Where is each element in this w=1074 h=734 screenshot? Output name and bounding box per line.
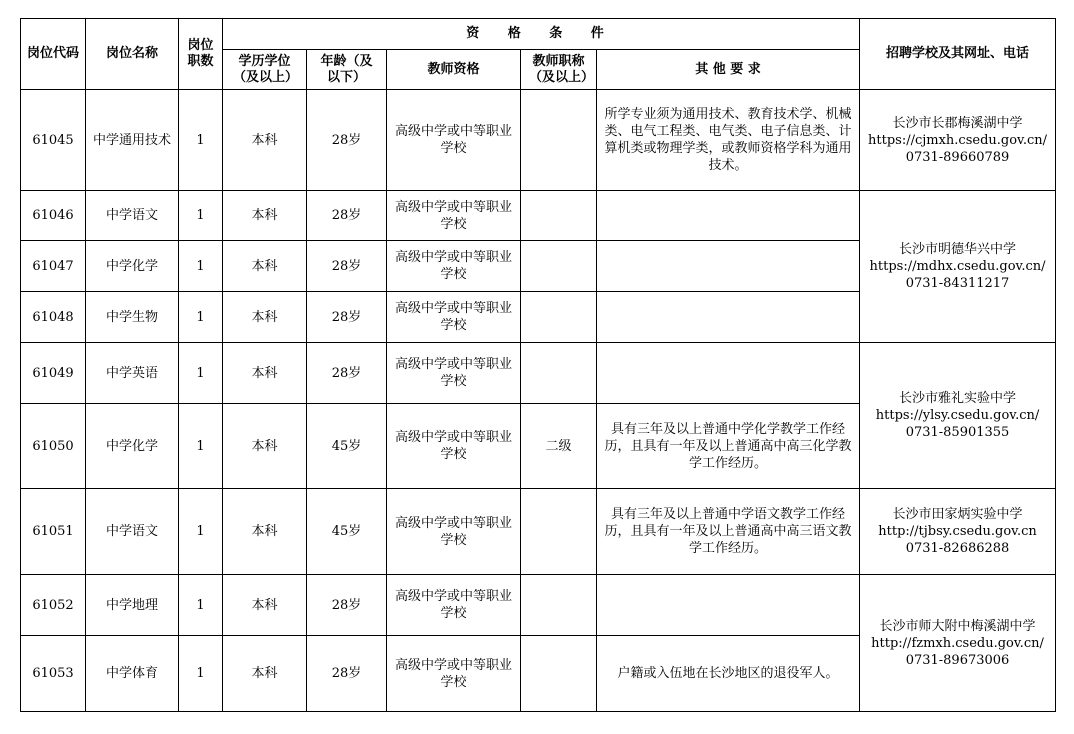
cell-count: 1 (179, 404, 223, 489)
school-phone: 0731-82686288 (905, 541, 1010, 556)
cell-other (597, 343, 860, 404)
cell-count: 1 (179, 241, 223, 292)
cell-code: 61051 (21, 489, 86, 575)
cell-name: 中学语文 (86, 191, 179, 241)
cell-code: 61049 (21, 343, 86, 404)
school-phone: 0731-89660789 (905, 149, 1010, 165)
school-url: https://cjmxh.csedu.gov.cn/ (868, 132, 1048, 148)
cell-title (521, 575, 597, 636)
school-name: 长沙市雅礼实验中学 (899, 391, 1017, 406)
cell-cert: 高级中学或中等职业学校 (387, 404, 521, 489)
cell-cert: 高级中学或中等职业学校 (387, 636, 521, 712)
cell-age: 28岁 (307, 292, 387, 343)
school-phone: 0731-84311217 (905, 276, 1010, 291)
cell-title (521, 343, 597, 404)
cell-education: 本科 (223, 575, 307, 636)
header-name: 岗位名称 (86, 19, 179, 90)
school-url: http://tjbsy.csedu.gov.cn (878, 524, 1037, 539)
table-row (21, 575, 1056, 636)
cell-other: 具有三年及以上普通中学语文教学工作经历，且具有一年及以上普通高中高三语文教学工作经历。 (597, 489, 860, 575)
cell-code: 61048 (21, 292, 86, 343)
cell-name: 中学英语 (86, 343, 179, 404)
cell-name: 中学化学 (86, 241, 179, 292)
table-row (21, 489, 1056, 575)
cell-age: 45岁 (307, 404, 387, 489)
cell-other (597, 241, 860, 292)
header-school: 招聘学校及其网址、电话 (860, 19, 1056, 90)
cell-other: 具有三年及以上普通中学化学教学工作经历，且具有一年及以上普通高中高三化学教学工作经历。 (597, 404, 860, 489)
school-phone: 0731-85901355 (905, 425, 1010, 440)
cell-count: 1 (179, 343, 223, 404)
cell-code: 61046 (21, 191, 86, 241)
cell-cert: 高级中学或中等职业学校 (387, 191, 521, 241)
table-row (21, 191, 1056, 241)
header-other: 其 他 要 求 (597, 50, 860, 90)
cell-other (597, 191, 860, 241)
cell-title (521, 489, 597, 575)
cell-school (860, 489, 1056, 575)
cell-count: 1 (179, 636, 223, 712)
cell-education: 本科 (223, 343, 307, 404)
cell-age: 28岁 (307, 241, 387, 292)
cell-cert: 高级中学或中等职业学校 (387, 292, 521, 343)
cell-count: 1 (179, 489, 223, 575)
cell-title: 二级 (521, 404, 597, 489)
cell-age: 28岁 (307, 575, 387, 636)
school-name: 长沙市长郡梅溪湖中学 (892, 115, 1023, 131)
cell-title (521, 636, 597, 712)
cell-count: 1 (179, 292, 223, 343)
cell-school (860, 191, 1056, 343)
cell-code: 61050 (21, 404, 86, 489)
recruitment-table (20, 18, 1056, 712)
cell-age: 45岁 (307, 489, 387, 575)
cell-other: 所学专业须为通用技术、教育技术学、机械类、电气工程类、电气类、电子信息类、计算机类或物理学类，或教师资格学科为通用技术。 (597, 90, 860, 191)
school-phone: 0731-89673006 (905, 652, 1010, 668)
cell-name: 中学通用技术 (86, 90, 179, 191)
cell-code: 61053 (21, 636, 86, 712)
cell-cert: 高级中学或中等职业学校 (387, 90, 521, 191)
table-row (21, 90, 1056, 191)
cell-cert: 高级中学或中等职业学校 (387, 575, 521, 636)
cell-education: 本科 (223, 489, 307, 575)
cell-school (860, 90, 1056, 191)
cell-age: 28岁 (307, 636, 387, 712)
header-teacher-cert: 教师资格 (387, 50, 521, 90)
header-qualifications: 资 格 条 件 (223, 19, 860, 50)
table-row (21, 343, 1056, 404)
header-code: 岗位代码 (21, 19, 86, 90)
cell-other (597, 292, 860, 343)
cell-name: 中学语文 (86, 489, 179, 575)
cell-code: 61052 (21, 575, 86, 636)
cell-name: 中学生物 (86, 292, 179, 343)
cell-cert: 高级中学或中等职业学校 (387, 241, 521, 292)
cell-other: 户籍或入伍地在长沙地区的退役军人。 (597, 636, 860, 712)
cell-education: 本科 (223, 90, 307, 191)
school-name: 长沙市田家炳实验中学 (892, 507, 1023, 522)
cell-education: 本科 (223, 292, 307, 343)
cell-other (597, 575, 860, 636)
cell-code: 61047 (21, 241, 86, 292)
cell-age: 28岁 (307, 90, 387, 191)
cell-education: 本科 (223, 636, 307, 712)
cell-education: 本科 (223, 191, 307, 241)
cell-age: 28岁 (307, 343, 387, 404)
cell-school (860, 343, 1056, 489)
school-url: https://mdhx.csedu.gov.cn/ (869, 259, 1046, 274)
school-name: 长沙市明德华兴中学 (899, 242, 1017, 257)
school-name: 长沙市师大附中梅溪湖中学 (879, 618, 1036, 634)
header-title: 教师职称（及以上） (521, 50, 597, 90)
cell-title (521, 292, 597, 343)
cell-cert: 高级中学或中等职业学校 (387, 489, 521, 575)
cell-title (521, 241, 597, 292)
cell-title (521, 90, 597, 191)
cell-name: 中学体育 (86, 636, 179, 712)
cell-education: 本科 (223, 404, 307, 489)
cell-name: 中学化学 (86, 404, 179, 489)
cell-school (860, 575, 1056, 712)
header-education: 学历学位（及以上） (223, 50, 307, 90)
cell-count: 1 (179, 191, 223, 241)
cell-cert: 高级中学或中等职业学校 (387, 343, 521, 404)
cell-code: 61045 (21, 90, 86, 191)
school-url: http://fzmxh.csedu.gov.cn/ (871, 635, 1044, 651)
school-url: https://ylsy.csedu.gov.cn/ (875, 408, 1040, 423)
cell-title (521, 191, 597, 241)
cell-name: 中学地理 (86, 575, 179, 636)
cell-age: 28岁 (307, 191, 387, 241)
cell-count: 1 (179, 575, 223, 636)
header-count: 岗位职数 (179, 19, 223, 90)
header-age: 年龄（及以下） (307, 50, 387, 90)
cell-education: 本科 (223, 241, 307, 292)
cell-count: 1 (179, 90, 223, 191)
